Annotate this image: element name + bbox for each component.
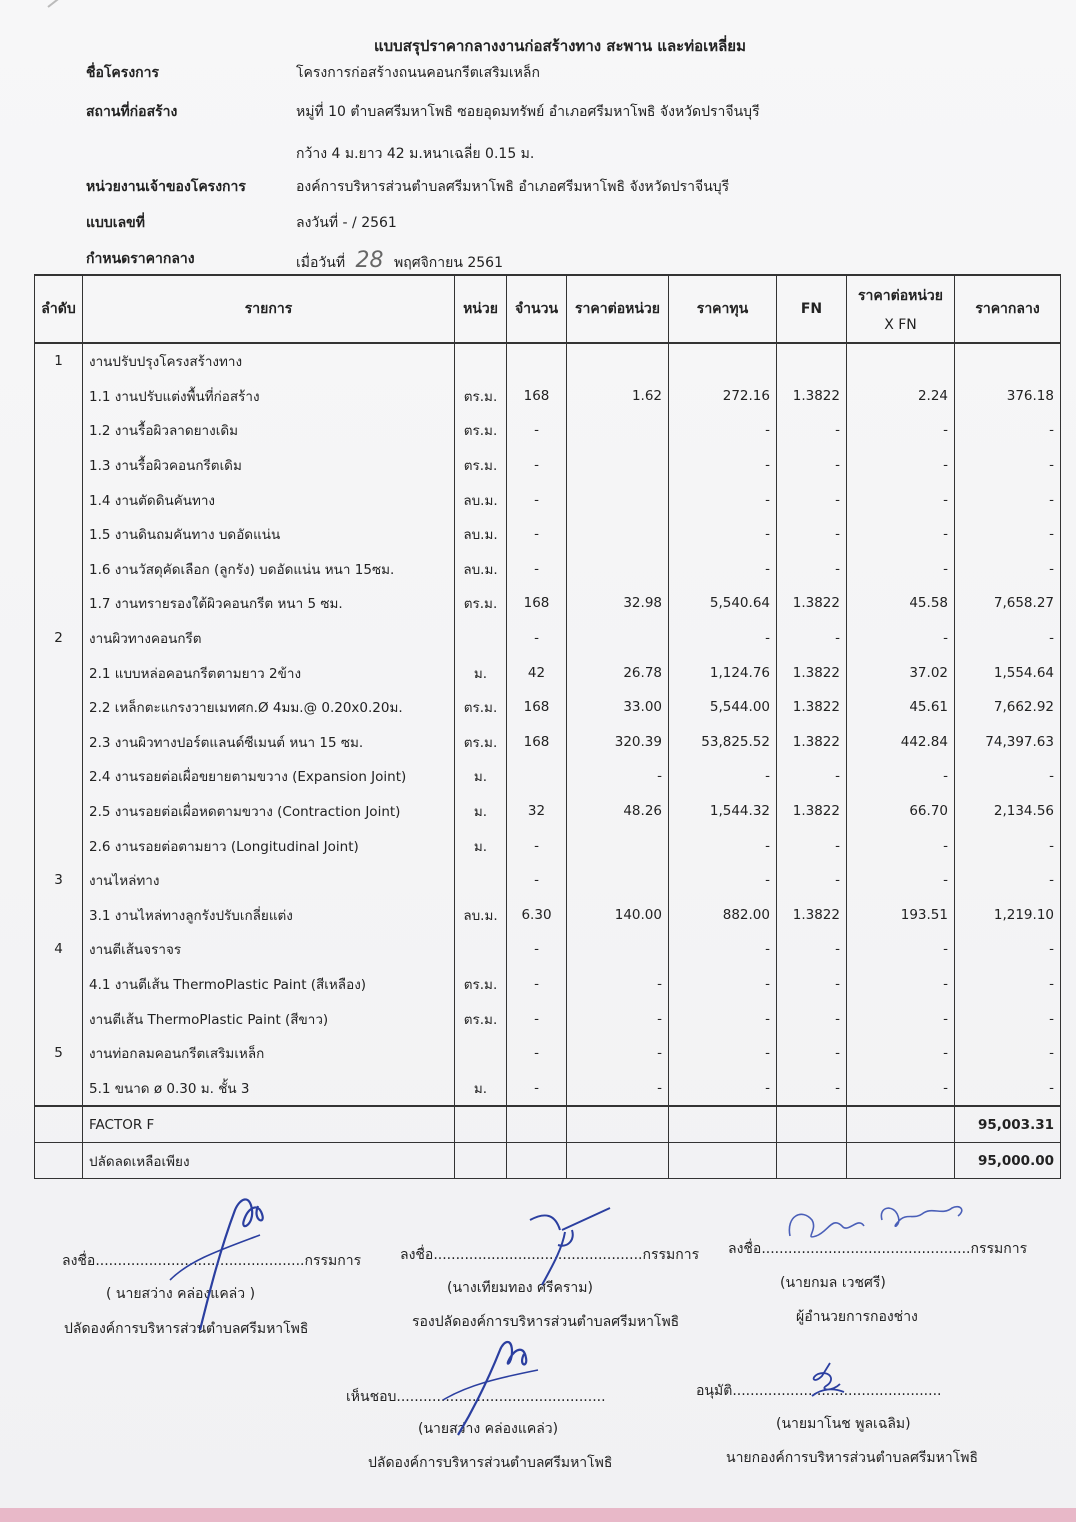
cell-item: งานปรับปรุงโครงสร้างทาง — [83, 343, 455, 379]
cell-item: 1.4 งานตัดดินคันทาง — [83, 482, 455, 517]
price-fn-sub: X FN — [884, 317, 917, 333]
cell-unit: ตร.ม. — [455, 586, 507, 621]
cell-unit-price — [567, 863, 669, 898]
factor-label: FACTOR F — [83, 1106, 455, 1143]
table-row — [35, 621, 1061, 656]
cell-price-fn — [847, 343, 955, 379]
cell-unit-price — [567, 413, 669, 448]
cell-no — [35, 1070, 83, 1106]
signer-3-name: (นายกมล เวชศรี) — [780, 1275, 886, 1291]
agree-name: (นายสว่าง คล่องแคล่ว) — [418, 1421, 559, 1437]
cell-unit: ตร.ม. — [455, 413, 507, 448]
dots: ............................................... — [732, 1383, 942, 1399]
col-header-item: รายการ — [83, 275, 455, 343]
cell-price-fn: 37.02 — [847, 655, 955, 690]
signer-2-title: รองปลัดองค์การบริหารส่วนตำบลศรีมหาโพธิ — [412, 1314, 680, 1330]
signer-1-name: ( นายสว่าง คล่องแคล่ว ) — [106, 1286, 256, 1302]
cell-cost: - — [669, 863, 777, 898]
cell-item: 1.7 งานทรายรองใต้ผิวคอนกรีต หนา 5 ซม. — [83, 586, 455, 621]
cell-unit-price: 1.62 — [567, 379, 669, 414]
cell-price-fn: - — [847, 932, 955, 967]
cell-cost: - — [669, 967, 777, 1002]
cell-median: - — [955, 448, 1061, 483]
header-label: ชื่อโครงการ — [86, 65, 160, 81]
header-label: แบบเลขที่ — [86, 215, 145, 231]
cell-fn: - — [777, 517, 847, 552]
cell-unit: ลบ.ม. — [455, 482, 507, 517]
cell-unit: ม. — [455, 655, 507, 690]
cell-unit: ลบ.ม. — [455, 898, 507, 933]
cell-cost: 5,540.64 — [669, 586, 777, 621]
sign-prefix: ลงชื่อ — [62, 1253, 96, 1269]
cell-item: 5.1 ขนาด ø 0.30 ม. ชั้น 3 — [83, 1070, 455, 1106]
dots: ............................................... — [396, 1389, 606, 1405]
cell-unit: ตร.ม. — [455, 725, 507, 760]
cell-qty: - — [507, 621, 567, 656]
cell-fn: 1.3822 — [777, 379, 847, 414]
cell-unit-price — [567, 828, 669, 863]
cell-cost: - — [669, 1070, 777, 1106]
price-fn-label: ราคาต่อหน่วย — [858, 288, 943, 304]
cell-cost: - — [669, 932, 777, 967]
cell-cost: 1,124.76 — [669, 655, 777, 690]
cell-median: - — [955, 482, 1061, 517]
cell-item: 4.1 งานตีเส้น ThermoPlastic Paint (สีเหลือง) — [83, 967, 455, 1002]
cell-price-fn: - — [847, 413, 955, 448]
cell-qty: 32 — [507, 794, 567, 829]
cell-median: 1,219.10 — [955, 898, 1061, 933]
signer-3-title: ผู้อำนวยการกองช่าง — [796, 1309, 918, 1325]
cell-unit — [455, 343, 507, 379]
cell-no — [35, 759, 83, 794]
cell-cost: 5,544.00 — [669, 690, 777, 725]
cell-cost: - — [669, 621, 777, 656]
cell-qty: 168 — [507, 690, 567, 725]
cell-unit: ม. — [455, 759, 507, 794]
table-row — [35, 725, 1061, 760]
final-total: 95,000.00 — [955, 1143, 1061, 1179]
table-row — [35, 759, 1061, 794]
cell-median: - — [955, 1001, 1061, 1036]
cell-item: 1.6 งานวัสดุคัดเลือก (ลูกรัง) บดอัดแน่น หนา 15ซม. — [83, 552, 455, 587]
table-row — [35, 863, 1061, 898]
cell-fn — [777, 343, 847, 379]
cell-median: 74,397.63 — [955, 725, 1061, 760]
cell-median: 376.18 — [955, 379, 1061, 414]
dots: ............................................... — [95, 1253, 305, 1269]
cell-unit: ตร.ม. — [455, 690, 507, 725]
table-row — [35, 828, 1061, 863]
cell-unit-price: - — [567, 1070, 669, 1106]
cell-qty: 42 — [507, 655, 567, 690]
sign-prefix: ลงชื่อ — [728, 1241, 762, 1257]
table-header-row — [35, 275, 1061, 343]
cell-unit-price: 33.00 — [567, 690, 669, 725]
cell-price-fn: 442.84 — [847, 725, 955, 760]
signature-line-3 — [728, 1238, 1027, 1260]
header-value: โครงการก่อสร้างถนนคอนกรีตเสริมเหล็ก — [296, 65, 540, 81]
table-row — [35, 552, 1061, 587]
agree-label: เห็นชอบ — [346, 1389, 397, 1405]
cell-qty — [507, 759, 567, 794]
cell-price-fn: - — [847, 759, 955, 794]
date-suffix: พฤศจิกายน 2561 — [394, 255, 503, 271]
cell-median: - — [955, 863, 1061, 898]
cell-unit-price: - — [567, 1036, 669, 1071]
cell-cost: - — [669, 1036, 777, 1071]
col-header-fn: FN — [777, 275, 847, 343]
handwritten-day: 28 — [355, 248, 384, 273]
cell-cost: - — [669, 759, 777, 794]
cell-unit-price: 32.98 — [567, 586, 669, 621]
cell-fn: 1.3822 — [777, 725, 847, 760]
header-value: องค์การบริหารส่วนตำบลศรีมหาโพธิ อำเภอศรีมหาโพธิ จังหวัดปราจีนบุรี — [296, 179, 730, 195]
cell-no: 1 — [35, 343, 83, 379]
cell-cost: - — [669, 482, 777, 517]
table-row — [35, 932, 1061, 967]
table-row — [35, 655, 1061, 690]
cell-fn: - — [777, 482, 847, 517]
header-value: ลงวันที่ - / 2561 — [296, 215, 397, 231]
cell-unit-price: - — [567, 759, 669, 794]
cell-item: 1.3 งานรื้อผิวคอนกรีตเดิม — [83, 448, 455, 483]
dots: ............................................... — [761, 1241, 971, 1257]
fold-mark — [47, 0, 88, 8]
cell-qty: - — [507, 828, 567, 863]
cell-median: 7,658.27 — [955, 586, 1061, 621]
cell-fn: - — [777, 1001, 847, 1036]
cell-unit-price — [567, 517, 669, 552]
cell-unit-price — [567, 932, 669, 967]
header-value: หมู่ที่ 10 ตำบลศรีมหาโพธิ ซอยอุดมทรัพย์ อำเภอศรีมหาโพธิ จังหวัดปราจีนบุรี — [296, 104, 760, 120]
cell-price-fn: 193.51 — [847, 898, 955, 933]
header-label: หน่วยงานเจ้าของโครงการ — [86, 179, 246, 195]
committee-label: กรรมการ — [970, 1241, 1028, 1257]
final-label: ปลัดลดเหลือเพียง — [83, 1143, 455, 1179]
cell-qty: - — [507, 1036, 567, 1071]
cell-cost: - — [669, 448, 777, 483]
cell-fn: - — [777, 828, 847, 863]
cell-item: งานท่อกลมคอนกรีตเสริมเหล็ก — [83, 1036, 455, 1071]
cell-qty: 168 — [507, 586, 567, 621]
cell-qty: - — [507, 448, 567, 483]
cell-median: 1,554.64 — [955, 655, 1061, 690]
cell-unit: ลบ.ม. — [455, 517, 507, 552]
cell-median — [955, 343, 1061, 379]
cell-no — [35, 379, 83, 414]
cell-no: 4 — [35, 932, 83, 967]
col-header-price-fn — [847, 275, 955, 343]
cell-median: 2,134.56 — [955, 794, 1061, 829]
cell-price-fn: - — [847, 828, 955, 863]
cell-cost: - — [669, 828, 777, 863]
factor-row — [35, 1106, 1061, 1143]
approve-label: อนุมัติ — [696, 1383, 733, 1399]
col-header-no: ลำดับ — [35, 275, 83, 343]
cell-price-fn: - — [847, 1036, 955, 1071]
factor-total: 95,003.31 — [955, 1106, 1061, 1143]
cell-cost: - — [669, 517, 777, 552]
table-row — [35, 1070, 1061, 1106]
approve-line — [696, 1380, 941, 1402]
col-header-median: ราคากลาง — [955, 275, 1061, 343]
cell-qty: 168 — [507, 725, 567, 760]
cell-median: - — [955, 967, 1061, 1002]
cell-unit — [455, 621, 507, 656]
cell-qty: - — [507, 1070, 567, 1106]
cell-no — [35, 552, 83, 587]
col-header-cost: ราคาทุน — [669, 275, 777, 343]
table-row — [35, 1036, 1061, 1071]
cell-cost: 272.16 — [669, 379, 777, 414]
cell-price-fn: - — [847, 517, 955, 552]
cell-qty: - — [507, 482, 567, 517]
signer-2-name: (นางเทียมทอง ศรีคราม) — [447, 1280, 593, 1296]
cell-no — [35, 690, 83, 725]
table-row — [35, 413, 1061, 448]
header-label: สถานที่ก่อสร้าง — [86, 104, 178, 120]
agree-title: ปลัดองค์การบริหารส่วนตำบลศรีมหาโพธิ — [368, 1455, 613, 1471]
table-row — [35, 343, 1061, 379]
cell-fn: - — [777, 1036, 847, 1071]
cell-unit-price: 48.26 — [567, 794, 669, 829]
cell-no — [35, 828, 83, 863]
cell-median: - — [955, 413, 1061, 448]
cell-cost: - — [669, 552, 777, 587]
cell-fn: - — [777, 552, 847, 587]
cell-fn: 1.3822 — [777, 898, 847, 933]
cell-no — [35, 967, 83, 1002]
table-row — [35, 379, 1061, 414]
cell-unit: ตร.ม. — [455, 967, 507, 1002]
cell-unit-price: - — [567, 1001, 669, 1036]
cell-fn: 1.3822 — [777, 690, 847, 725]
cell-unit: ตร.ม. — [455, 448, 507, 483]
cell-fn: - — [777, 759, 847, 794]
cell-no — [35, 725, 83, 760]
cell-qty: - — [507, 552, 567, 587]
cell-price-fn: - — [847, 482, 955, 517]
cell-unit-price — [567, 343, 669, 379]
cell-no: 5 — [35, 1036, 83, 1071]
committee-label: กรรมการ — [642, 1247, 700, 1263]
cell-no — [35, 1001, 83, 1036]
table-row — [35, 586, 1061, 621]
cell-item: 1.2 งานรื้อผิวลาดยางเดิม — [83, 413, 455, 448]
dots: ............................................... — [433, 1247, 643, 1263]
table-row — [35, 898, 1061, 933]
cell-fn: - — [777, 967, 847, 1002]
cell-price-fn: - — [847, 1070, 955, 1106]
cell-unit-price: 320.39 — [567, 725, 669, 760]
cell-cost: 53,825.52 — [669, 725, 777, 760]
cell-unit: ม. — [455, 1070, 507, 1106]
table-row — [35, 1001, 1061, 1036]
sign-prefix: ลงชื่อ — [400, 1247, 434, 1263]
cell-no — [35, 655, 83, 690]
cell-median: - — [955, 621, 1061, 656]
col-header-unit-price: ราคาต่อหน่วย — [567, 275, 669, 343]
cell-unit: ตร.ม. — [455, 1001, 507, 1036]
cell-item: งานตีเส้น ThermoPlastic Paint (สีขาว) — [83, 1001, 455, 1036]
cell-item: 2.2 เหล็กตะแกรงวายเมทศก.Ø 4มม.@ 0.20x0.20ม. — [83, 690, 455, 725]
cell-item: 2.6 งานรอยต่อตามยาว (Longitudinal Joint) — [83, 828, 455, 863]
cell-no — [35, 517, 83, 552]
cell-median: - — [955, 759, 1061, 794]
cell-price-fn: - — [847, 621, 955, 656]
table-row — [35, 482, 1061, 517]
cell-item: งานตีเส้นจราจร — [83, 932, 455, 967]
cell-median: - — [955, 517, 1061, 552]
cell-unit — [455, 932, 507, 967]
cell-median: - — [955, 932, 1061, 967]
cell-price-fn: - — [847, 863, 955, 898]
cell-qty: 168 — [507, 379, 567, 414]
cell-fn: 1.3822 — [777, 794, 847, 829]
cell-no: 2 — [35, 621, 83, 656]
cell-unit — [455, 863, 507, 898]
document-title: แบบสรุปราคากลางงานก่อสร้างทาง สะพาน และท่อเหลี่ยม — [373, 37, 746, 55]
cell-no — [35, 794, 83, 829]
cell-price-fn: 66.70 — [847, 794, 955, 829]
cell-price-fn: 45.61 — [847, 690, 955, 725]
cell-median: - — [955, 1036, 1061, 1071]
cell-price-fn: 45.58 — [847, 586, 955, 621]
cell-unit: ม. — [455, 794, 507, 829]
cell-item: งานไหล่ทาง — [83, 863, 455, 898]
cell-item: 2.4 งานรอยต่อเผื่อขยายตามขวาง (Expansion Joint) — [83, 759, 455, 794]
cell-no: 3 — [35, 863, 83, 898]
table-row — [35, 448, 1061, 483]
cell-unit: ลบ.ม. — [455, 552, 507, 587]
cell-item: งานผิวทางคอนกรีต — [83, 621, 455, 656]
cell-qty: - — [507, 517, 567, 552]
table-row — [35, 517, 1061, 552]
table-row — [35, 794, 1061, 829]
cell-unit-price — [567, 621, 669, 656]
col-header-unit: หน่วย — [455, 275, 507, 343]
agree-line — [346, 1386, 606, 1408]
cell-cost — [669, 343, 777, 379]
cell-item: 3.1 งานไหล่ทางลูกรังปรับเกลี่ยแต่ง — [83, 898, 455, 933]
header-label: กำหนดราคากลาง — [86, 251, 195, 267]
cell-price-fn: - — [847, 967, 955, 1002]
cell-item: 1.1 งานปรับแต่งพื้นที่ก่อสร้าง — [83, 379, 455, 414]
date-prefix: เมื่อวันที่ — [296, 255, 346, 271]
cell-qty: - — [507, 932, 567, 967]
bottom-color-strip — [0, 1508, 1076, 1522]
cell-fn: 1.3822 — [777, 655, 847, 690]
approve-name: (นายมาโนช พูลเฉลิม) — [776, 1416, 911, 1432]
cell-item: 2.5 งานรอยต่อเผื่อหดตามขวาง (Contraction Joint) — [83, 794, 455, 829]
cell-fn: - — [777, 1070, 847, 1106]
cell-cost: - — [669, 1001, 777, 1036]
cell-unit-price — [567, 448, 669, 483]
cell-price-fn: - — [847, 552, 955, 587]
cell-no — [35, 586, 83, 621]
cell-unit-price: 140.00 — [567, 898, 669, 933]
cell-unit: ม. — [455, 828, 507, 863]
approve-title: นายกองค์การบริหารส่วนตำบลศรีมหาโพธิ — [726, 1450, 979, 1466]
final-row — [35, 1143, 1061, 1179]
cell-no — [35, 482, 83, 517]
cell-item: 2.3 งานผิวทางปอร์ตแลนด์ซีเมนต์ หนา 15 ซม. — [83, 725, 455, 760]
cell-qty: 6.30 — [507, 898, 567, 933]
cell-cost: - — [669, 413, 777, 448]
cell-fn: - — [777, 621, 847, 656]
signature-line-2 — [400, 1244, 699, 1266]
cell-qty: - — [507, 967, 567, 1002]
cell-price-fn: - — [847, 1001, 955, 1036]
cell-unit-price: 26.78 — [567, 655, 669, 690]
cell-unit: ตร.ม. — [455, 379, 507, 414]
table-row — [35, 967, 1061, 1002]
cell-no — [35, 413, 83, 448]
cell-median: - — [955, 1070, 1061, 1106]
cell-qty — [507, 343, 567, 379]
cell-cost: 1,544.32 — [669, 794, 777, 829]
price-table — [34, 274, 1061, 1179]
cell-median: - — [955, 552, 1061, 587]
cell-unit — [455, 1036, 507, 1071]
cell-fn: - — [777, 863, 847, 898]
cell-unit-price: - — [567, 967, 669, 1002]
cell-price-fn: - — [847, 448, 955, 483]
table-row — [35, 690, 1061, 725]
cell-no — [35, 898, 83, 933]
cell-fn: - — [777, 413, 847, 448]
cell-unit-price — [567, 482, 669, 517]
cell-cost: 882.00 — [669, 898, 777, 933]
cell-item: 2.1 แบบหล่อคอนกรีตตามยาว 2ข้าง — [83, 655, 455, 690]
cell-no — [35, 448, 83, 483]
cell-qty: - — [507, 1001, 567, 1036]
cell-median: - — [955, 828, 1061, 863]
cell-median: 7,662.92 — [955, 690, 1061, 725]
cell-fn: - — [777, 932, 847, 967]
cell-fn: - — [777, 448, 847, 483]
signature-line-1 — [62, 1250, 361, 1272]
cell-qty: - — [507, 413, 567, 448]
cell-unit-price — [567, 552, 669, 587]
cell-item: 1.5 งานดินถมคันทาง บดอัดแน่น — [83, 517, 455, 552]
cell-price-fn: 2.24 — [847, 379, 955, 414]
header-value — [296, 248, 503, 274]
signer-1-title: ปลัดองค์การบริหารส่วนตำบลศรีมหาโพธิ — [64, 1321, 309, 1337]
cell-qty: - — [507, 863, 567, 898]
cell-fn: 1.3822 — [777, 586, 847, 621]
committee-label: กรรมการ — [304, 1253, 362, 1269]
header-value: กว้าง 4 ม.ยาว 42 ม.หนาเฉลี่ย 0.15 ม. — [296, 146, 535, 162]
col-header-qty: จำนวน — [507, 275, 567, 343]
